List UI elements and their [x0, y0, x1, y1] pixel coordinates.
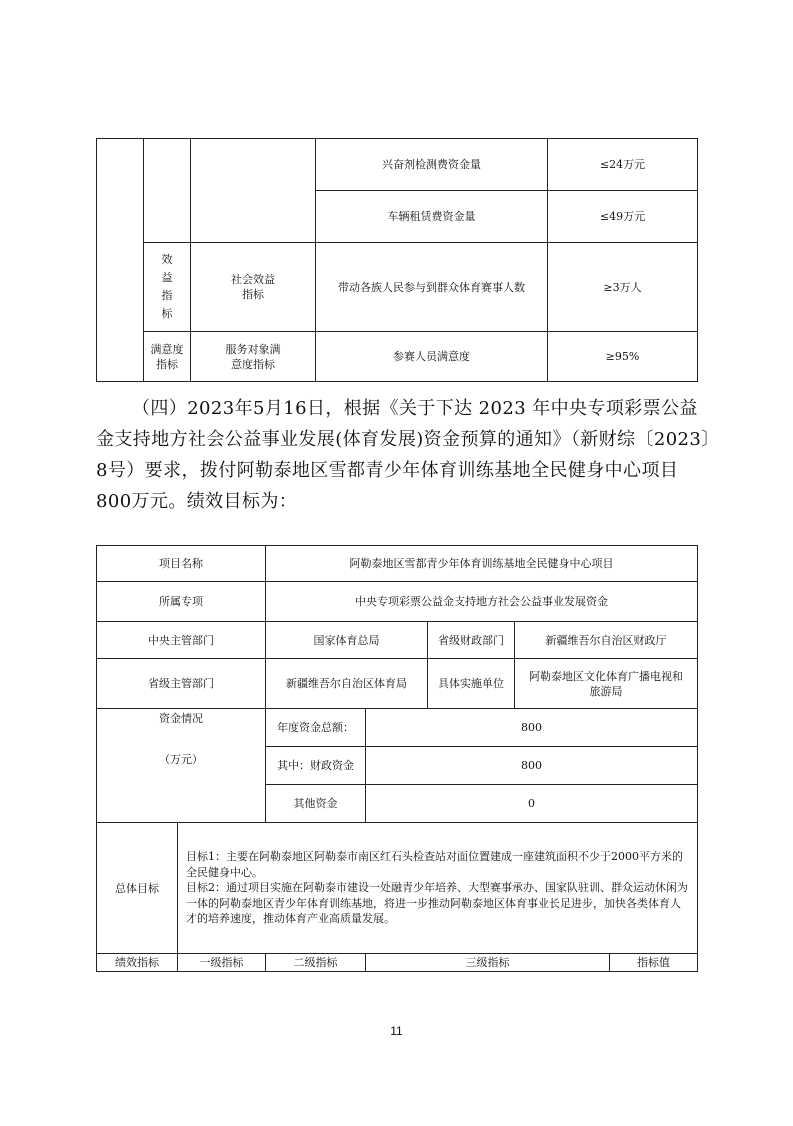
level3-item: 参赛人员满意度	[316, 332, 548, 382]
level1-cell: 效益指标	[144, 243, 191, 332]
central-dept-label: 中央主管部门	[97, 622, 266, 659]
level3-item: 带动各族人民参与到群众体育赛事人数	[316, 243, 548, 332]
impl-unit-value: 阿勒泰地区文化体育广播电视和旅游局	[515, 659, 698, 709]
prov-finance-label: 省级财政部门	[428, 622, 515, 659]
prov-dept-label: 省级主管部门	[97, 659, 266, 709]
level3-item: 车辆租赁费资金量	[316, 191, 548, 243]
finance-fund-label: 其中：财政资金	[266, 747, 366, 785]
perf-indicator-cell	[97, 139, 144, 382]
body-paragraph: （四）2023年5月16日，根据《关于下达 2023 年中央专项彩票公益金支持地方社会公益事业发展(体育发展)资金预算的通知》（新财综〔2023〕8号）要求，拨付阿勒泰地区雪都青少年体育训练基地全民健身中心项目800万元。绩效目标为：	[96, 398, 711, 512]
goal-2: 目标2：通过项目实施在阿勒泰市建设一处融青少年培养、大型赛事承办、国家队驻训、群众运动休闲为一体的阿勒泰地区青少年体育训练基地，将进一步推动阿勒泰地区体育事业长足进步，加快各类体育人才的培养速度，推动体育产业高质量发展。	[186, 881, 688, 926]
project-name-value: 阿勒泰地区雪都青少年体育训练基地全民健身中心项目	[266, 546, 698, 582]
goal-1: 目标1：主要在阿勒泰地区阿勒泰市南区红石头检查站对面位置建成一座建筑面积不少于2000平方米的全民健身中心。	[186, 850, 683, 879]
level1-cell: 满意度指标	[144, 332, 191, 382]
page-number: 11	[390, 1024, 403, 1038]
header-level1: 一级指标	[178, 954, 266, 972]
project-name-label: 项目名称	[97, 546, 266, 582]
level3-item: 兴奋剂检测费资金量	[316, 139, 548, 191]
project-info-table	[96, 545, 698, 972]
annual-total-label: 年度资金总额：	[266, 709, 366, 747]
fund-label-cell: 资金情况 （万元）	[97, 709, 266, 823]
level1-cell	[144, 139, 191, 243]
overall-goal-label: 总体目标	[97, 823, 178, 954]
level2-cell: 社会效益指标	[191, 243, 316, 332]
header-value: 指标值	[610, 954, 698, 972]
central-dept-value: 国家体育总局	[266, 622, 428, 659]
impl-unit-label: 具体实施单位	[428, 659, 515, 709]
annual-total-value: 800	[366, 709, 698, 747]
level2-cell: 服务对象满意度指标	[191, 332, 316, 382]
special-label: 所属专项	[97, 582, 266, 622]
header-level3: 三级指标	[366, 954, 610, 972]
indicator-value: ≥95%	[548, 332, 698, 382]
header-level2: 二级指标	[266, 954, 366, 972]
prov-finance-value: 新疆维吾尔自治区财政厅	[515, 622, 698, 659]
indicator-value: ≥3万人	[548, 243, 698, 332]
indicator-table-continued	[96, 138, 698, 382]
other-fund-value: 0	[366, 785, 698, 823]
prov-dept-value: 新疆维吾尔自治区体育局	[266, 659, 428, 709]
indicator-value: ≤24万元	[548, 139, 698, 191]
overall-goal-content	[178, 823, 698, 954]
special-value: 中央专项彩票公益金支持地方社会公益事业发展资金	[266, 582, 698, 622]
level2-cell	[191, 139, 316, 243]
finance-fund-value: 800	[366, 747, 698, 785]
indicator-value: ≤49万元	[548, 191, 698, 243]
other-fund-label: 其他资金	[266, 785, 366, 823]
header-perf: 绩效指标	[97, 954, 178, 972]
